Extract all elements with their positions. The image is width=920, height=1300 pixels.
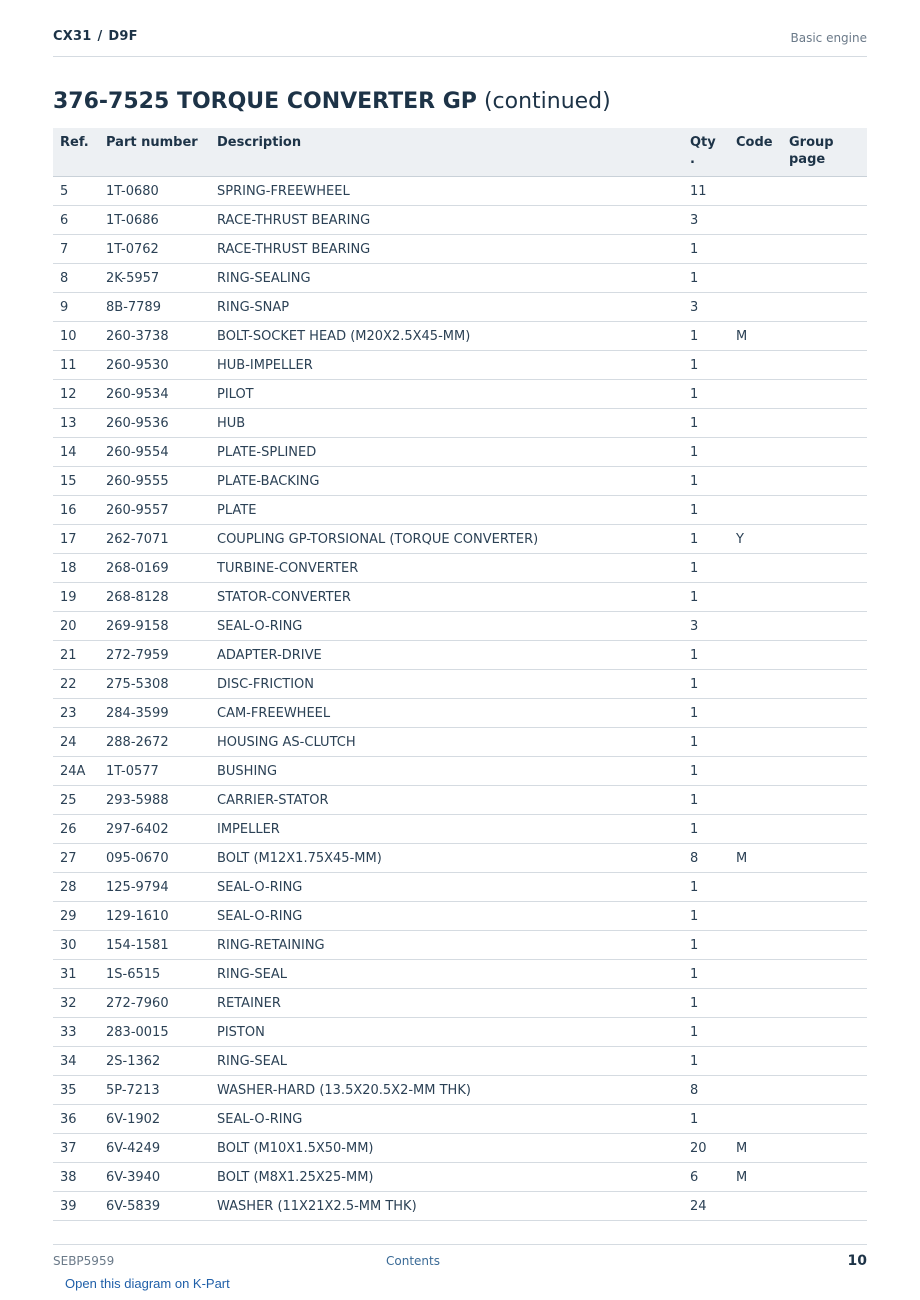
- cell-part-number: 284-3599: [99, 699, 210, 728]
- column-header-ref: Ref.: [53, 128, 99, 177]
- cell-description: RING-SEALING: [210, 264, 683, 293]
- cell-code: [729, 612, 782, 641]
- table-row: [53, 409, 867, 438]
- breadcrumb: [53, 29, 138, 44]
- cell-group-page: [782, 409, 867, 438]
- parts-table-body: [53, 177, 867, 1221]
- cell-code: [729, 496, 782, 525]
- cell-qty: 1: [683, 409, 729, 438]
- cell-qty: 1: [683, 264, 729, 293]
- cell-qty: 1: [683, 989, 729, 1018]
- cell-ref: 23: [53, 699, 99, 728]
- cell-qty: 1: [683, 583, 729, 612]
- cell-code: M: [729, 322, 782, 351]
- cell-code: [729, 206, 782, 235]
- cell-group-page: [782, 554, 867, 583]
- cell-code: [729, 235, 782, 264]
- column-header-description: Description: [210, 128, 683, 177]
- cell-description: HOUSING AS-CLUTCH: [210, 728, 683, 757]
- cell-ref: 13: [53, 409, 99, 438]
- table-row: [53, 380, 867, 409]
- table-row: [53, 293, 867, 322]
- cell-qty: 6: [683, 1163, 729, 1192]
- cell-qty: 1: [683, 641, 729, 670]
- table-row: [53, 699, 867, 728]
- cell-part-number: 260-9536: [99, 409, 210, 438]
- cell-group-page: [782, 873, 867, 902]
- cell-ref: 34: [53, 1047, 99, 1076]
- cell-description: WASHER (11X21X2.5-MM THK): [210, 1192, 683, 1221]
- cell-group-page: [782, 844, 867, 873]
- cell-group-page: [782, 438, 867, 467]
- cell-qty: 8: [683, 844, 729, 873]
- cell-description: PISTON: [210, 1018, 683, 1047]
- cell-part-number: 1T-0577: [99, 757, 210, 786]
- cell-ref: 37: [53, 1134, 99, 1163]
- cell-ref: 14: [53, 438, 99, 467]
- cell-description: SPRING-FREEWHEEL: [210, 177, 683, 206]
- cell-part-number: 275-5308: [99, 670, 210, 699]
- cell-description: CARRIER-STATOR: [210, 786, 683, 815]
- cell-description: BOLT-SOCKET HEAD (M20X2.5X45-MM): [210, 322, 683, 351]
- cell-part-number: 260-3738: [99, 322, 210, 351]
- cell-part-number: 154-1581: [99, 931, 210, 960]
- cell-qty: 1: [683, 786, 729, 815]
- cell-code: [729, 409, 782, 438]
- cell-qty: 1: [683, 815, 729, 844]
- cell-code: [729, 670, 782, 699]
- cell-part-number: 1S-6515: [99, 960, 210, 989]
- cell-qty: 1: [683, 554, 729, 583]
- cell-code: [729, 264, 782, 293]
- cell-group-page: [782, 757, 867, 786]
- cell-group-page: [782, 1076, 867, 1105]
- cell-group-page: [782, 641, 867, 670]
- cell-code: [729, 177, 782, 206]
- cell-ref: 20: [53, 612, 99, 641]
- cell-group-page: [782, 264, 867, 293]
- header-row: [53, 128, 867, 177]
- cell-qty: 8: [683, 1076, 729, 1105]
- cell-code: [729, 815, 782, 844]
- cell-description: RING-SEAL: [210, 1047, 683, 1076]
- cell-ref: 10: [53, 322, 99, 351]
- table-row: [53, 757, 867, 786]
- table-row: [53, 351, 867, 380]
- cell-part-number: 272-7959: [99, 641, 210, 670]
- cell-description: RACE-THRUST BEARING: [210, 206, 683, 235]
- cell-ref: 36: [53, 1105, 99, 1134]
- cell-description: RETAINER: [210, 989, 683, 1018]
- table-row: [53, 670, 867, 699]
- cell-description: SEAL-O-RING: [210, 1105, 683, 1134]
- contents-link[interactable]: Contents: [386, 1254, 440, 1268]
- table-row: [53, 322, 867, 351]
- cell-ref: 38: [53, 1163, 99, 1192]
- cell-code: [729, 554, 782, 583]
- cell-ref: 25: [53, 786, 99, 815]
- cell-part-number: 260-9554: [99, 438, 210, 467]
- cell-group-page: [782, 1163, 867, 1192]
- page-header: [53, 22, 867, 57]
- table-row: [53, 960, 867, 989]
- cell-description: RACE-THRUST BEARING: [210, 235, 683, 264]
- cell-part-number: 269-9158: [99, 612, 210, 641]
- cell-part-number: 283-0015: [99, 1018, 210, 1047]
- cell-group-page: [782, 815, 867, 844]
- cell-code: [729, 1076, 782, 1105]
- parts-table-header: [53, 128, 867, 177]
- cell-code: [729, 293, 782, 322]
- cell-description: PLATE-BACKING: [210, 467, 683, 496]
- cell-description: HUB-IMPELLER: [210, 351, 683, 380]
- cell-code: [729, 1018, 782, 1047]
- column-header-part-number: Part number: [99, 128, 210, 177]
- cell-qty: 1: [683, 902, 729, 931]
- cell-ref: 5: [53, 177, 99, 206]
- cell-code: [729, 641, 782, 670]
- cell-part-number: 6V-4249: [99, 1134, 210, 1163]
- cell-description: PILOT: [210, 380, 683, 409]
- cell-description: SEAL-O-RING: [210, 873, 683, 902]
- cell-qty: 3: [683, 612, 729, 641]
- cell-qty: 1: [683, 467, 729, 496]
- cell-part-number: 288-2672: [99, 728, 210, 757]
- cell-group-page: [782, 699, 867, 728]
- cell-code: [729, 786, 782, 815]
- cell-code: [729, 931, 782, 960]
- model-label: CX31: [53, 29, 92, 44]
- cell-group-page: [782, 728, 867, 757]
- cell-description: BOLT (M12X1.75X45-MM): [210, 844, 683, 873]
- cell-group-page: [782, 525, 867, 554]
- title-suffix: (continued): [483, 89, 611, 114]
- cell-qty: 20: [683, 1134, 729, 1163]
- cell-description: SEAL-O-RING: [210, 612, 683, 641]
- cell-group-page: [782, 1018, 867, 1047]
- cell-group-page: [782, 1047, 867, 1076]
- cell-group-page: [782, 1192, 867, 1221]
- column-header-qty: Qty .: [683, 128, 729, 177]
- cell-ref: 29: [53, 902, 99, 931]
- cell-part-number: 260-9534: [99, 380, 210, 409]
- cell-part-number: 260-9555: [99, 467, 210, 496]
- cell-part-number: 260-9557: [99, 496, 210, 525]
- table-row: [53, 612, 867, 641]
- cell-description: CAM-FREEWHEEL: [210, 699, 683, 728]
- table-row: [53, 177, 867, 206]
- table-row: [53, 438, 867, 467]
- table-row: [53, 989, 867, 1018]
- table-row: [53, 1047, 867, 1076]
- cell-group-page: [782, 293, 867, 322]
- cell-code: [729, 873, 782, 902]
- cell-ref: 26: [53, 815, 99, 844]
- cell-description: TURBINE-CONVERTER: [210, 554, 683, 583]
- table-row: [53, 496, 867, 525]
- cell-description: RING-RETAINING: [210, 931, 683, 960]
- cell-part-number: 2S-1362: [99, 1047, 210, 1076]
- cell-qty: 1: [683, 1018, 729, 1047]
- table-row: [53, 902, 867, 931]
- cell-ref: 12: [53, 380, 99, 409]
- table-row: [53, 1076, 867, 1105]
- column-header-code: Code: [729, 128, 782, 177]
- cell-ref: 8: [53, 264, 99, 293]
- cell-code: [729, 728, 782, 757]
- cell-group-page: [782, 496, 867, 525]
- cell-part-number: 297-6402: [99, 815, 210, 844]
- cell-code: M: [729, 1134, 782, 1163]
- cell-qty: 3: [683, 293, 729, 322]
- cell-part-number: 260-9530: [99, 351, 210, 380]
- table-row: [53, 1134, 867, 1163]
- cell-qty: 1: [683, 235, 729, 264]
- cell-code: [729, 699, 782, 728]
- cell-description: RING-SEAL: [210, 960, 683, 989]
- cell-code: [729, 960, 782, 989]
- table-row: [53, 931, 867, 960]
- cell-ref: 18: [53, 554, 99, 583]
- cell-group-page: [782, 902, 867, 931]
- cell-part-number: 293-5988: [99, 786, 210, 815]
- table-row: [53, 1163, 867, 1192]
- cell-qty: 1: [683, 699, 729, 728]
- cell-part-number: 2K-5957: [99, 264, 210, 293]
- cell-ref: 22: [53, 670, 99, 699]
- cell-qty: 1: [683, 322, 729, 351]
- table-row: [53, 815, 867, 844]
- cell-ref: 11: [53, 351, 99, 380]
- cell-part-number: 268-8128: [99, 583, 210, 612]
- cell-qty: 24: [683, 1192, 729, 1221]
- cell-group-page: [782, 670, 867, 699]
- document-id: SEBP5959: [53, 1254, 115, 1268]
- cell-ref: 15: [53, 467, 99, 496]
- cell-code: [729, 1105, 782, 1134]
- cell-group-page: [782, 960, 867, 989]
- cell-group-page: [782, 612, 867, 641]
- cell-part-number: 129-1610: [99, 902, 210, 931]
- cell-description: HUB: [210, 409, 683, 438]
- cell-qty: 1: [683, 1105, 729, 1134]
- cell-description: RING-SNAP: [210, 293, 683, 322]
- cell-group-page: [782, 989, 867, 1018]
- cell-ref: 16: [53, 496, 99, 525]
- cell-description: BOLT (M10X1.5X50-MM): [210, 1134, 683, 1163]
- cell-ref: 32: [53, 989, 99, 1018]
- cell-description: COUPLING GP-TORSIONAL (TORQUE CONVERTER): [210, 525, 683, 554]
- cell-qty: 1: [683, 1047, 729, 1076]
- cell-ref: 28: [53, 873, 99, 902]
- cell-code: [729, 438, 782, 467]
- table-row: [53, 525, 867, 554]
- cell-ref: 35: [53, 1076, 99, 1105]
- cell-ref: 31: [53, 960, 99, 989]
- cell-group-page: [782, 351, 867, 380]
- cell-part-number: 262-7071: [99, 525, 210, 554]
- cell-group-page: [782, 206, 867, 235]
- cell-part-number: 272-7960: [99, 989, 210, 1018]
- cell-ref: 24: [53, 728, 99, 757]
- cell-ref: 19: [53, 583, 99, 612]
- table-row: [53, 554, 867, 583]
- cell-part-number: 6V-3940: [99, 1163, 210, 1192]
- open-kpart-link[interactable]: Open this diagram on K-Part: [65, 1276, 230, 1291]
- cell-ref: 21: [53, 641, 99, 670]
- cell-code: [729, 989, 782, 1018]
- cell-code: [729, 1047, 782, 1076]
- cell-description: SEAL-O-RING: [210, 902, 683, 931]
- cell-group-page: [782, 322, 867, 351]
- cell-group-page: [782, 931, 867, 960]
- table-row: [53, 235, 867, 264]
- cell-ref: 30: [53, 931, 99, 960]
- cell-description: PLATE-SPLINED: [210, 438, 683, 467]
- cell-code: [729, 583, 782, 612]
- cell-ref: 17: [53, 525, 99, 554]
- cell-qty: 1: [683, 931, 729, 960]
- cell-qty: 1: [683, 873, 729, 902]
- cell-code: [729, 351, 782, 380]
- cell-group-page: [782, 467, 867, 496]
- cell-description: DISC-FRICTION: [210, 670, 683, 699]
- cell-code: M: [729, 1163, 782, 1192]
- cell-ref: 7: [53, 235, 99, 264]
- cell-code: [729, 757, 782, 786]
- parts-table: [53, 128, 867, 1221]
- variant-label: D9F: [108, 29, 138, 44]
- cell-qty: 1: [683, 496, 729, 525]
- cell-description: WASHER-HARD (13.5X20.5X2-MM THK): [210, 1076, 683, 1105]
- cell-qty: 1: [683, 438, 729, 467]
- cell-ref: 24A: [53, 757, 99, 786]
- cell-group-page: [782, 583, 867, 612]
- table-row: [53, 641, 867, 670]
- table-row: [53, 728, 867, 757]
- cell-code: M: [729, 844, 782, 873]
- cell-group-page: [782, 1134, 867, 1163]
- cell-description: STATOR-CONVERTER: [210, 583, 683, 612]
- table-row: [53, 786, 867, 815]
- cell-qty: 1: [683, 728, 729, 757]
- column-header-group-page: Group page: [782, 128, 867, 177]
- cell-ref: 39: [53, 1192, 99, 1221]
- cell-group-page: [782, 235, 867, 264]
- cell-group-page: [782, 380, 867, 409]
- cell-qty: 1: [683, 670, 729, 699]
- cell-part-number: 1T-0680: [99, 177, 210, 206]
- cell-part-number: 1T-0686: [99, 206, 210, 235]
- table-row: [53, 1192, 867, 1221]
- table-row: [53, 583, 867, 612]
- breadcrumb-separator: /: [97, 29, 103, 44]
- cell-part-number: 125-9794: [99, 873, 210, 902]
- table-row: [53, 264, 867, 293]
- cell-part-number: 6V-1902: [99, 1105, 210, 1134]
- cell-group-page: [782, 1105, 867, 1134]
- cell-qty: 3: [683, 206, 729, 235]
- cell-ref: 27: [53, 844, 99, 873]
- cell-ref: 9: [53, 293, 99, 322]
- table-row: [53, 844, 867, 873]
- cell-code: Y: [729, 525, 782, 554]
- cell-qty: 1: [683, 960, 729, 989]
- cell-qty: 1: [683, 525, 729, 554]
- cell-description: ADAPTER-DRIVE: [210, 641, 683, 670]
- cell-code: [729, 1192, 782, 1221]
- cell-description: BOLT (M8X1.25X25-MM): [210, 1163, 683, 1192]
- cell-code: [729, 380, 782, 409]
- cell-group-page: [782, 177, 867, 206]
- cell-ref: 6: [53, 206, 99, 235]
- cell-code: [729, 467, 782, 496]
- cell-part-number: 6V-5839: [99, 1192, 210, 1221]
- cell-code: [729, 902, 782, 931]
- cell-description: IMPELLER: [210, 815, 683, 844]
- section-name: Basic engine: [790, 31, 867, 45]
- cell-group-page: [782, 786, 867, 815]
- page-number: 10: [847, 1253, 867, 1269]
- cell-part-number: 1T-0762: [99, 235, 210, 264]
- cell-part-number: 8B-7789: [99, 293, 210, 322]
- cell-qty: 1: [683, 757, 729, 786]
- table-row: [53, 873, 867, 902]
- cell-qty: 11: [683, 177, 729, 206]
- cell-description: BUSHING: [210, 757, 683, 786]
- table-row: [53, 1018, 867, 1047]
- table-row: [53, 1105, 867, 1134]
- cell-qty: 1: [683, 351, 729, 380]
- table-row: [53, 467, 867, 496]
- cell-qty: 1: [683, 380, 729, 409]
- cell-part-number: 095-0670: [99, 844, 210, 873]
- cell-part-number: 5P-7213: [99, 1076, 210, 1105]
- table-row: [53, 206, 867, 235]
- cell-description: PLATE: [210, 496, 683, 525]
- page-title: [53, 89, 611, 114]
- cell-part-number: 268-0169: [99, 554, 210, 583]
- title-main: 376-7525 TORQUE CONVERTER GP: [53, 89, 477, 114]
- cell-ref: 33: [53, 1018, 99, 1047]
